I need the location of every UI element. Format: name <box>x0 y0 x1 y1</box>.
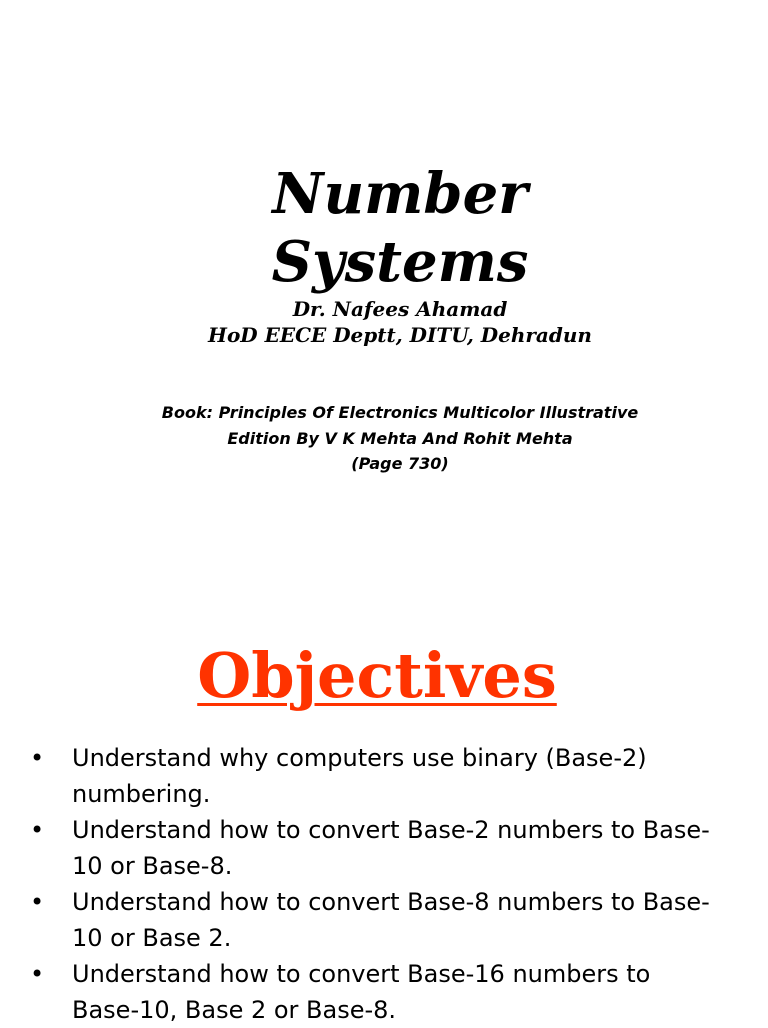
list-item-text: 10 or Base 2. <box>72 924 232 952</box>
author-affiliation: HoD EECE Deptt, DITU, Dehradun <box>208 323 592 347</box>
list-item <box>0 740 768 812</box>
slide-title <box>0 160 768 296</box>
author-name: Dr. Nafees Ahamad <box>292 297 508 321</box>
bullet-icon: • <box>30 744 45 772</box>
bullet-icon: • <box>30 816 45 844</box>
list-item-text: 10 or Base-8. <box>72 852 233 880</box>
book-reference <box>0 400 768 477</box>
list-item-text: Base-10, Base 2 or Base-8. <box>72 996 397 1024</box>
list-item-text: Understand how to convert Base-8 numbers to Base- <box>72 888 710 916</box>
bullet-icon: • <box>30 888 45 916</box>
objectives-list <box>0 740 768 1028</box>
slide-title-line: Number <box>272 161 528 227</box>
author-block <box>0 296 768 348</box>
book-reference-line: Book: Principles Of Electronics Multicolor Illustrative <box>161 403 639 422</box>
list-item-text: numbering. <box>72 780 211 808</box>
list-item <box>0 812 768 884</box>
list-item-text: Understand how to convert Base-16 numbers to <box>72 960 651 988</box>
book-page-reference: (Page 730) <box>351 454 449 473</box>
list-item-text: Understand how to convert Base-2 numbers to Base- <box>72 816 710 844</box>
list-item-text: Understand why computers use binary (Base-2) <box>72 744 647 772</box>
bullet-icon: • <box>30 960 45 988</box>
objectives-heading: Objectives <box>197 639 557 712</box>
list-item <box>0 956 768 1028</box>
slide-title-line: Systems <box>271 229 529 295</box>
list-item <box>0 884 768 956</box>
book-reference-line: Edition By V K Mehta And Rohit Mehta <box>227 428 573 448</box>
objectives-slide <box>0 600 768 1024</box>
